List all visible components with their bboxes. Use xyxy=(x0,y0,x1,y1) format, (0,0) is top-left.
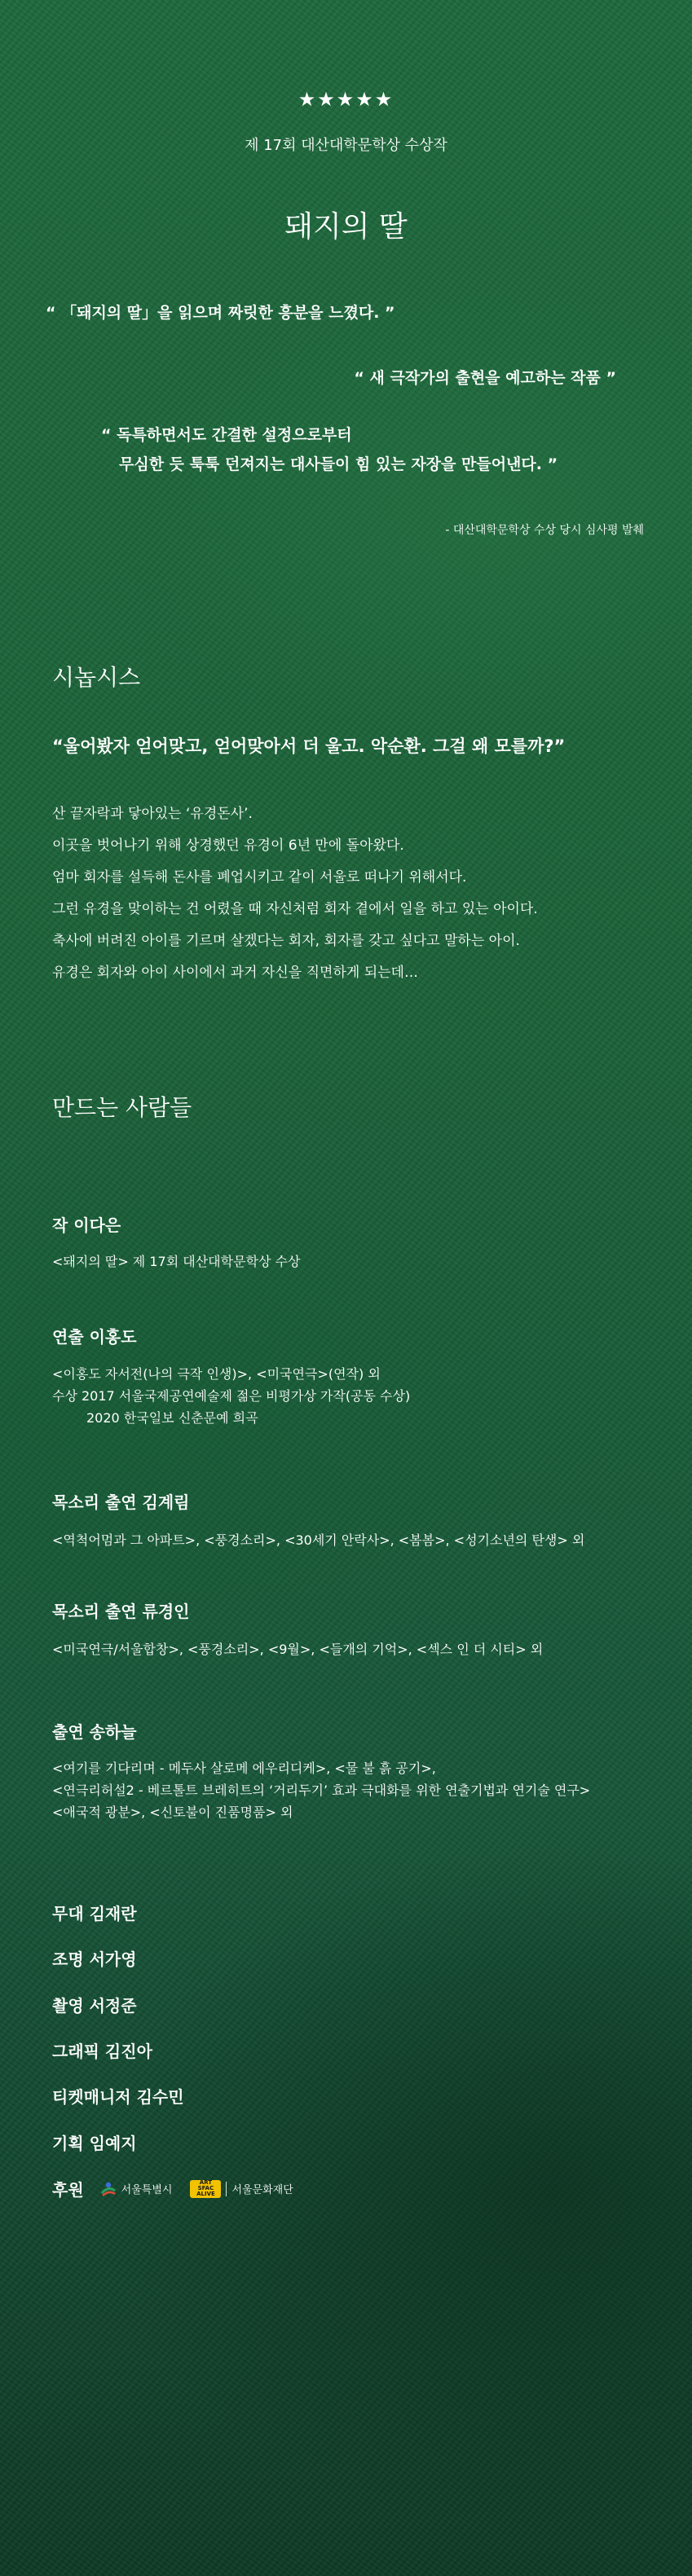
voice-actor-2-role: 목소리 출연 류경인 xyxy=(52,1602,190,1621)
voice-actor-2-desc xyxy=(52,1638,543,1660)
review-quote-3-line1: “ 독특하면서도 간결한 설정으로부터 xyxy=(101,426,352,444)
review-quote-1: “ 「돼지의 딸」을 읽으며 짜릿한 흥분을 느꼈다. ” xyxy=(46,304,395,322)
sponsor-label: 후원 xyxy=(52,2180,84,2200)
review-quote-3-line2: 무심한 듯 툭툭 던져지는 대사들이 힘 있는 자장을 만들어낸다. ” xyxy=(119,455,558,473)
credit-line: <연극리허설2 - 베르톨트 브레히트의 ‘거리두기’ 효과 극대화를 위한 연출기법과 연기술 연구> xyxy=(52,1783,591,1798)
seoul-city-logo xyxy=(100,2181,173,2197)
actor-desc xyxy=(52,1757,590,1823)
sfac-logo-icon xyxy=(190,2180,221,2198)
actor-role: 출연 송하늘 xyxy=(52,1722,137,1742)
quote-credit: - 대산대학문학상 수상 당시 심사평 발췌 xyxy=(445,524,644,537)
sfac-logo-text: 서울문화재단 xyxy=(231,2184,293,2196)
credit-line: 수상 2017 서울국제공연예술제 젊은 비평가상 가작(공동 수상) xyxy=(52,1388,411,1404)
director-desc xyxy=(52,1363,410,1429)
synopsis-line: 이곳을 벗어나기 위해 상경했던 유경이 6년 만에 돌아왔다. xyxy=(52,837,404,854)
credit-line: <돼지의 딸> 제 17회 대산대학문학상 수상 xyxy=(52,1254,301,1269)
review-quote-2: “ 새 극작가의 출현을 예고하는 작품 ” xyxy=(354,369,616,387)
credit-line: <여기를 기다리며 - 메두사 살로메 에우리디케>, <물 불 흙 공기>, xyxy=(52,1761,436,1776)
synopsis-heading: 시놉시스 xyxy=(52,664,141,691)
people-heading: 만드는 사람들 xyxy=(52,1094,192,1121)
credit-line: <역척어멈과 그 아파트>, <풍경소리>, <30세기 안락사>, <봄봄>, <성기소년의 탄생> 외 xyxy=(52,1532,585,1548)
synopsis-line: 유경은 회자와 아이 사이에서 과거 자신을 직면하게 되는데… xyxy=(52,965,418,981)
writer-desc xyxy=(52,1251,300,1273)
director-role: 연출 이홍도 xyxy=(52,1327,137,1347)
credit-line: 2020 한국일보 신춘문예 희곡 xyxy=(86,1410,258,1426)
synopsis-line: 그런 유경을 맞이하는 건 어렸을 때 자신처럼 회자 곁에서 일을 하고 있는 아이다. xyxy=(52,901,538,917)
sfac-logo xyxy=(190,2180,293,2198)
staff-stage: 무대 김재란 xyxy=(52,1904,137,1923)
synopsis-headline: “울어봤자 얻어맞고, 얻어맞아서 더 울고. 악순환. 그걸 왜 모를까?” xyxy=(52,736,566,756)
credit-line: <애국적 광분>, <신토불이 진품명품> 외 xyxy=(52,1805,293,1820)
sfac-mark-line: ART xyxy=(199,2179,213,2186)
seoul-city-logo-icon xyxy=(100,2181,117,2197)
seoul-city-logo-text: 서울특별시 xyxy=(121,2184,173,2196)
staff-graphic: 그래픽 김진아 xyxy=(52,2042,152,2061)
review-quote-3 xyxy=(101,420,558,479)
writer-role: 작 이다은 xyxy=(52,1215,121,1235)
staff-lighting: 조명 서가영 xyxy=(52,1950,137,1969)
credit-line: <이홍도 자서전(나의 극작 인생)>, <미국연극>(연작) 외 xyxy=(52,1366,381,1382)
staff-ticket-manager: 티켓매니저 김수민 xyxy=(52,2087,184,2107)
staff-filming: 촬영 서정준 xyxy=(52,1996,137,2016)
page-title: 돼지의 딸 xyxy=(284,210,408,244)
synopsis-line: 산 끝자락과 닿아있는 ‘유경돈사’. xyxy=(52,806,253,822)
sfac-mark-line: ALIVE xyxy=(196,2191,215,2197)
synopsis-line: 엄마 회자를 설득해 돈사를 폐업시키고 같이 서울로 떠나기 위해서다. xyxy=(52,869,467,886)
logo-divider xyxy=(226,2182,227,2196)
synopsis-line: 축사에 버려진 아이를 기르며 살겠다는 회자, 회자를 갖고 싶다고 말하는 아이. xyxy=(52,933,520,949)
credit-line: <미국연극/서울합창>, <풍경소리>, <9월>, <들개의 기억>, <섹스 인 더 시티> 외 xyxy=(52,1642,544,1657)
synopsis-body xyxy=(52,798,538,989)
voice-actor-1-desc xyxy=(52,1529,584,1551)
voice-actor-1-role: 목소리 출연 김계림 xyxy=(52,1492,190,1512)
sfac-mark-line: SFAC xyxy=(197,2185,214,2191)
staff-planning: 기획 임예지 xyxy=(52,2134,137,2153)
sponsor-row xyxy=(52,2177,311,2200)
award-subtitle: 제 17회 대산대학문학상 수상작 xyxy=(245,137,447,154)
rating-stars: ★★★★★ xyxy=(298,88,394,111)
